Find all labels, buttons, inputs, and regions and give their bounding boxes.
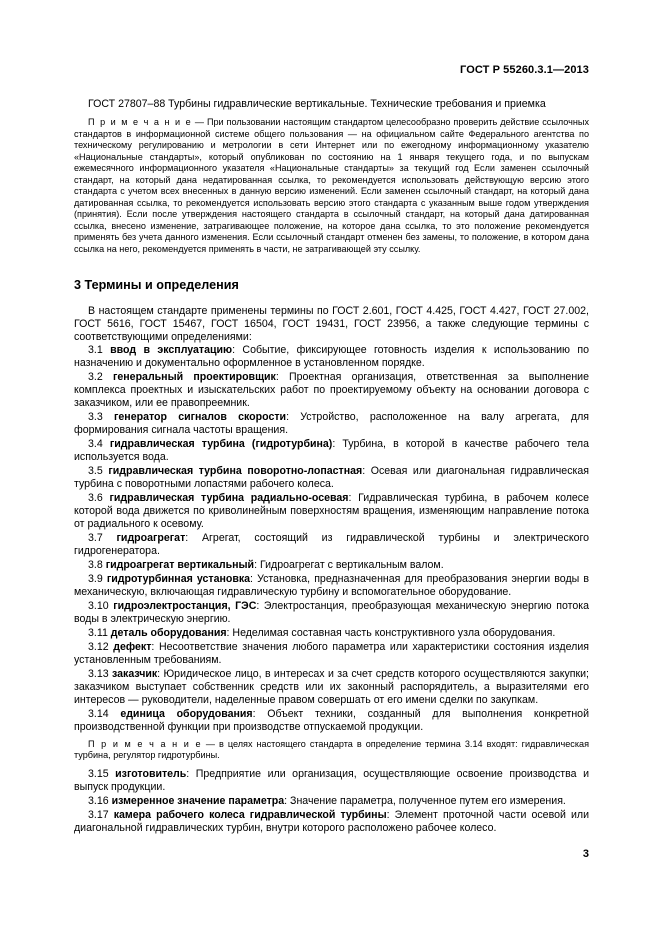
term-definition: : Гидравлическая турбина, в рабочем колесе которой вода движется по криволинейным поверхностям вращения, изменяющим направление потока от радиального к осевому. [74, 491, 589, 530]
term-name: дефект [113, 640, 152, 653]
note-text: — При пользовании настоящим стандартом целесообразно проверить действие ссылочных стандартов в информационной системе общего пользования — на официальном сайте Федерального агентства по техническому регулированию и метрологии в сети Интернет или по ежегодному информационному указателю «Национальные стандарты», который опубликован по состоянию на 1 января текущего года, и по выпускам ежемесячного информационного указателя «Национальные стандарты» за текущий год Если заменен ссылочный стандарт, на который дана недатированная ссылка, то рекомендуется использовать действующую версию этого стандарта с учетом всех внесенных в данную версию изменений. Если заменен ссылочный стандарт, на который дана датированная ссылка, то рекомендуется использовать версию этого стандарта с указанным выше годом утверждения (принятия). Если после утверждения настоящего стандарта в ссылочный стандарт, на который дана датированная ссылка, внесено изменение, затрагивающее положение, на которое дана ссылка, то это положение рекомендуется применять без учета данного изменения. Если ссылочный стандарт отменен без замены, то положение, в котором дана ссылка на него, рекомендуется применять в части, не затрагивающей эту ссылку. [74, 117, 589, 255]
term-entry [74, 809, 589, 835]
term-entry [74, 344, 589, 370]
term-name: гидроэлектростанция, ГЭС [113, 599, 257, 612]
term-number: 3.11 [88, 626, 108, 639]
term-number: 3.8 [88, 558, 103, 571]
term-name: единица оборудования [120, 707, 253, 720]
term-entry [74, 492, 589, 531]
term-number: 3.4 [88, 437, 103, 450]
term-entry [74, 627, 589, 640]
term-definition: : Проектная организация, ответственная за выполнение комплекса проектных и изыскательских работ по проектируемому объекту на основании договора с заказчиком, или ее правопреемник. [74, 370, 589, 409]
term-name: генератор сигналов скорости [114, 410, 287, 423]
term-definition: : Элемент проточной части осевой или диагональной гидравлических турбин, внутри которого расположено рабочее колесо. [74, 808, 589, 834]
term-definition: : Неделимая составная часть конструктивного узла оборудования. [226, 626, 556, 639]
term-number: 3.15 [88, 767, 109, 780]
term-number: 3.14 [88, 707, 109, 720]
note-references [74, 117, 589, 256]
reference-line: ГОСТ 27807–88 Турбины гидравлические вертикальные. Технические требования и приемка [88, 98, 546, 110]
term-definition: : Установка, предназначенная для преобразования энергии воды в механическую, включающая гидравлическую турбину и вспомогательное оборудование. [74, 572, 589, 598]
term-name: гидроагрегат [116, 531, 186, 544]
term-name: заказчик [112, 667, 158, 680]
term-name: гидротурбинная установка [106, 572, 251, 585]
term-number: 3.1 [88, 343, 103, 356]
term-definition: : Устройство, расположенное на валу агрегата, для формирования сигнала частоты вращения. [74, 410, 590, 436]
page-number: 3 [582, 848, 589, 860]
term-definition: : Объект техники, созданный для выполнения конкретной производственной функции при производстве отпускаемой продукции. [74, 707, 589, 733]
term-entry [74, 795, 589, 808]
terms-list-continued [74, 768, 589, 835]
term-entry [74, 532, 589, 558]
term-name: измеренное значение параметра [111, 794, 285, 807]
term-entry [74, 371, 589, 410]
term-definition: : Осевая или диагональная гидравлическая турбина с поворотными лопастями рабочего колеса. [74, 464, 589, 490]
term-definition: : Юридическое лицо, в интересах и за счет средств которого осуществляются закупки; заказчиком выступает собственник средств или их законный распорядитель, а выразителями его интересов — руководители, наделенные правом совершать от его имени сделки по закупкам. [74, 667, 589, 706]
term-definition: : Агрегат, состоящий из гидравлической турбины и электрического гидрогенератора. [74, 531, 589, 557]
term-number: 3.10 [88, 599, 109, 612]
term-name: камера рабочего колеса гидравлической турбины [113, 808, 387, 821]
page-content [74, 94, 589, 835]
term-name: гидравлическая турбина радиально-осевая [109, 491, 349, 504]
term-entry [74, 465, 589, 491]
term-number: 3.9 [88, 572, 103, 585]
term-number: 3.16 [88, 794, 109, 807]
term-entry [74, 668, 589, 707]
term-number: 3.5 [88, 464, 103, 477]
term-number: 3.17 [88, 808, 109, 821]
term-entry [74, 438, 589, 464]
term-number: 3.2 [88, 370, 103, 383]
term-definition: : Электростанция, преобразующая механическую энергию потока воды в электрическую энергию. [74, 599, 589, 625]
term-entry [74, 641, 589, 667]
term-number: 3.7 [88, 531, 103, 544]
term-definition: : Событие, фиксирующее готовность изделия к использованию по назначению и документально оформленное в установленном порядке. [74, 343, 589, 369]
term-name: генеральный проектировщик [112, 370, 276, 383]
term-name: ввод в эксплуатацию [110, 343, 233, 356]
term-name: гидравлическая турбина поворотно-лопастная [108, 464, 363, 477]
term-name: гидравлическая турбина (гидротурбина) [109, 437, 333, 450]
section-intro: В настоящем стандарте применены термины по ГОСТ 2.601, ГОСТ 4.425, ГОСТ 4.427, ГОСТ 27.002, ГОСТ 5616, ГОСТ 15467, ГОСТ 16504, ГОСТ 19431, ГОСТ 23956, а также следующие термины с соответствующими определениями: [74, 304, 589, 343]
term-entry [74, 600, 589, 626]
note-label: П р и м е ч а н и е [88, 117, 192, 127]
term-number: 3.6 [88, 491, 103, 504]
term-number: 3.12 [88, 640, 109, 653]
term-entry [74, 708, 589, 734]
note-text: — в целях настоящего стандарта в определение термина 3.14 входят: гидравлическая турбина, регулятор гидротурбины. [74, 738, 589, 761]
term-definition: : Несоответствие значения любого параметра или характеристики состояния изделия установленным требованиям. [74, 640, 589, 666]
term-definition: : Гидроагрегат с вертикальным валом. [254, 558, 444, 571]
term-entry [74, 559, 589, 572]
term-entry [74, 411, 589, 437]
term-name: изготовитель [115, 767, 187, 780]
note-label: П р и м е ч а н и е [88, 738, 202, 749]
term-definition: : Предприятие или организация, осуществляющие освоение производства и выпуск продукции. [74, 767, 589, 793]
term-name: гидроагрегат вертикальный [105, 558, 255, 571]
note-term-3-14 [74, 739, 589, 762]
term-name: деталь оборудования [110, 626, 227, 639]
term-definition: : Значение параметра, полученное путем его измерения. [284, 794, 566, 807]
doc-code-header: ГОСТ Р 55260.3.1—2013 [460, 64, 589, 76]
term-definition: : Турбина, в которой в качестве рабочего тела используется вода. [74, 437, 589, 463]
term-entry [74, 573, 589, 599]
term-entry [74, 768, 589, 794]
section-title: 3 Термины и определения [74, 277, 239, 292]
term-number: 3.13 [88, 667, 109, 680]
terms-list [74, 344, 589, 734]
term-number: 3.3 [88, 410, 103, 423]
